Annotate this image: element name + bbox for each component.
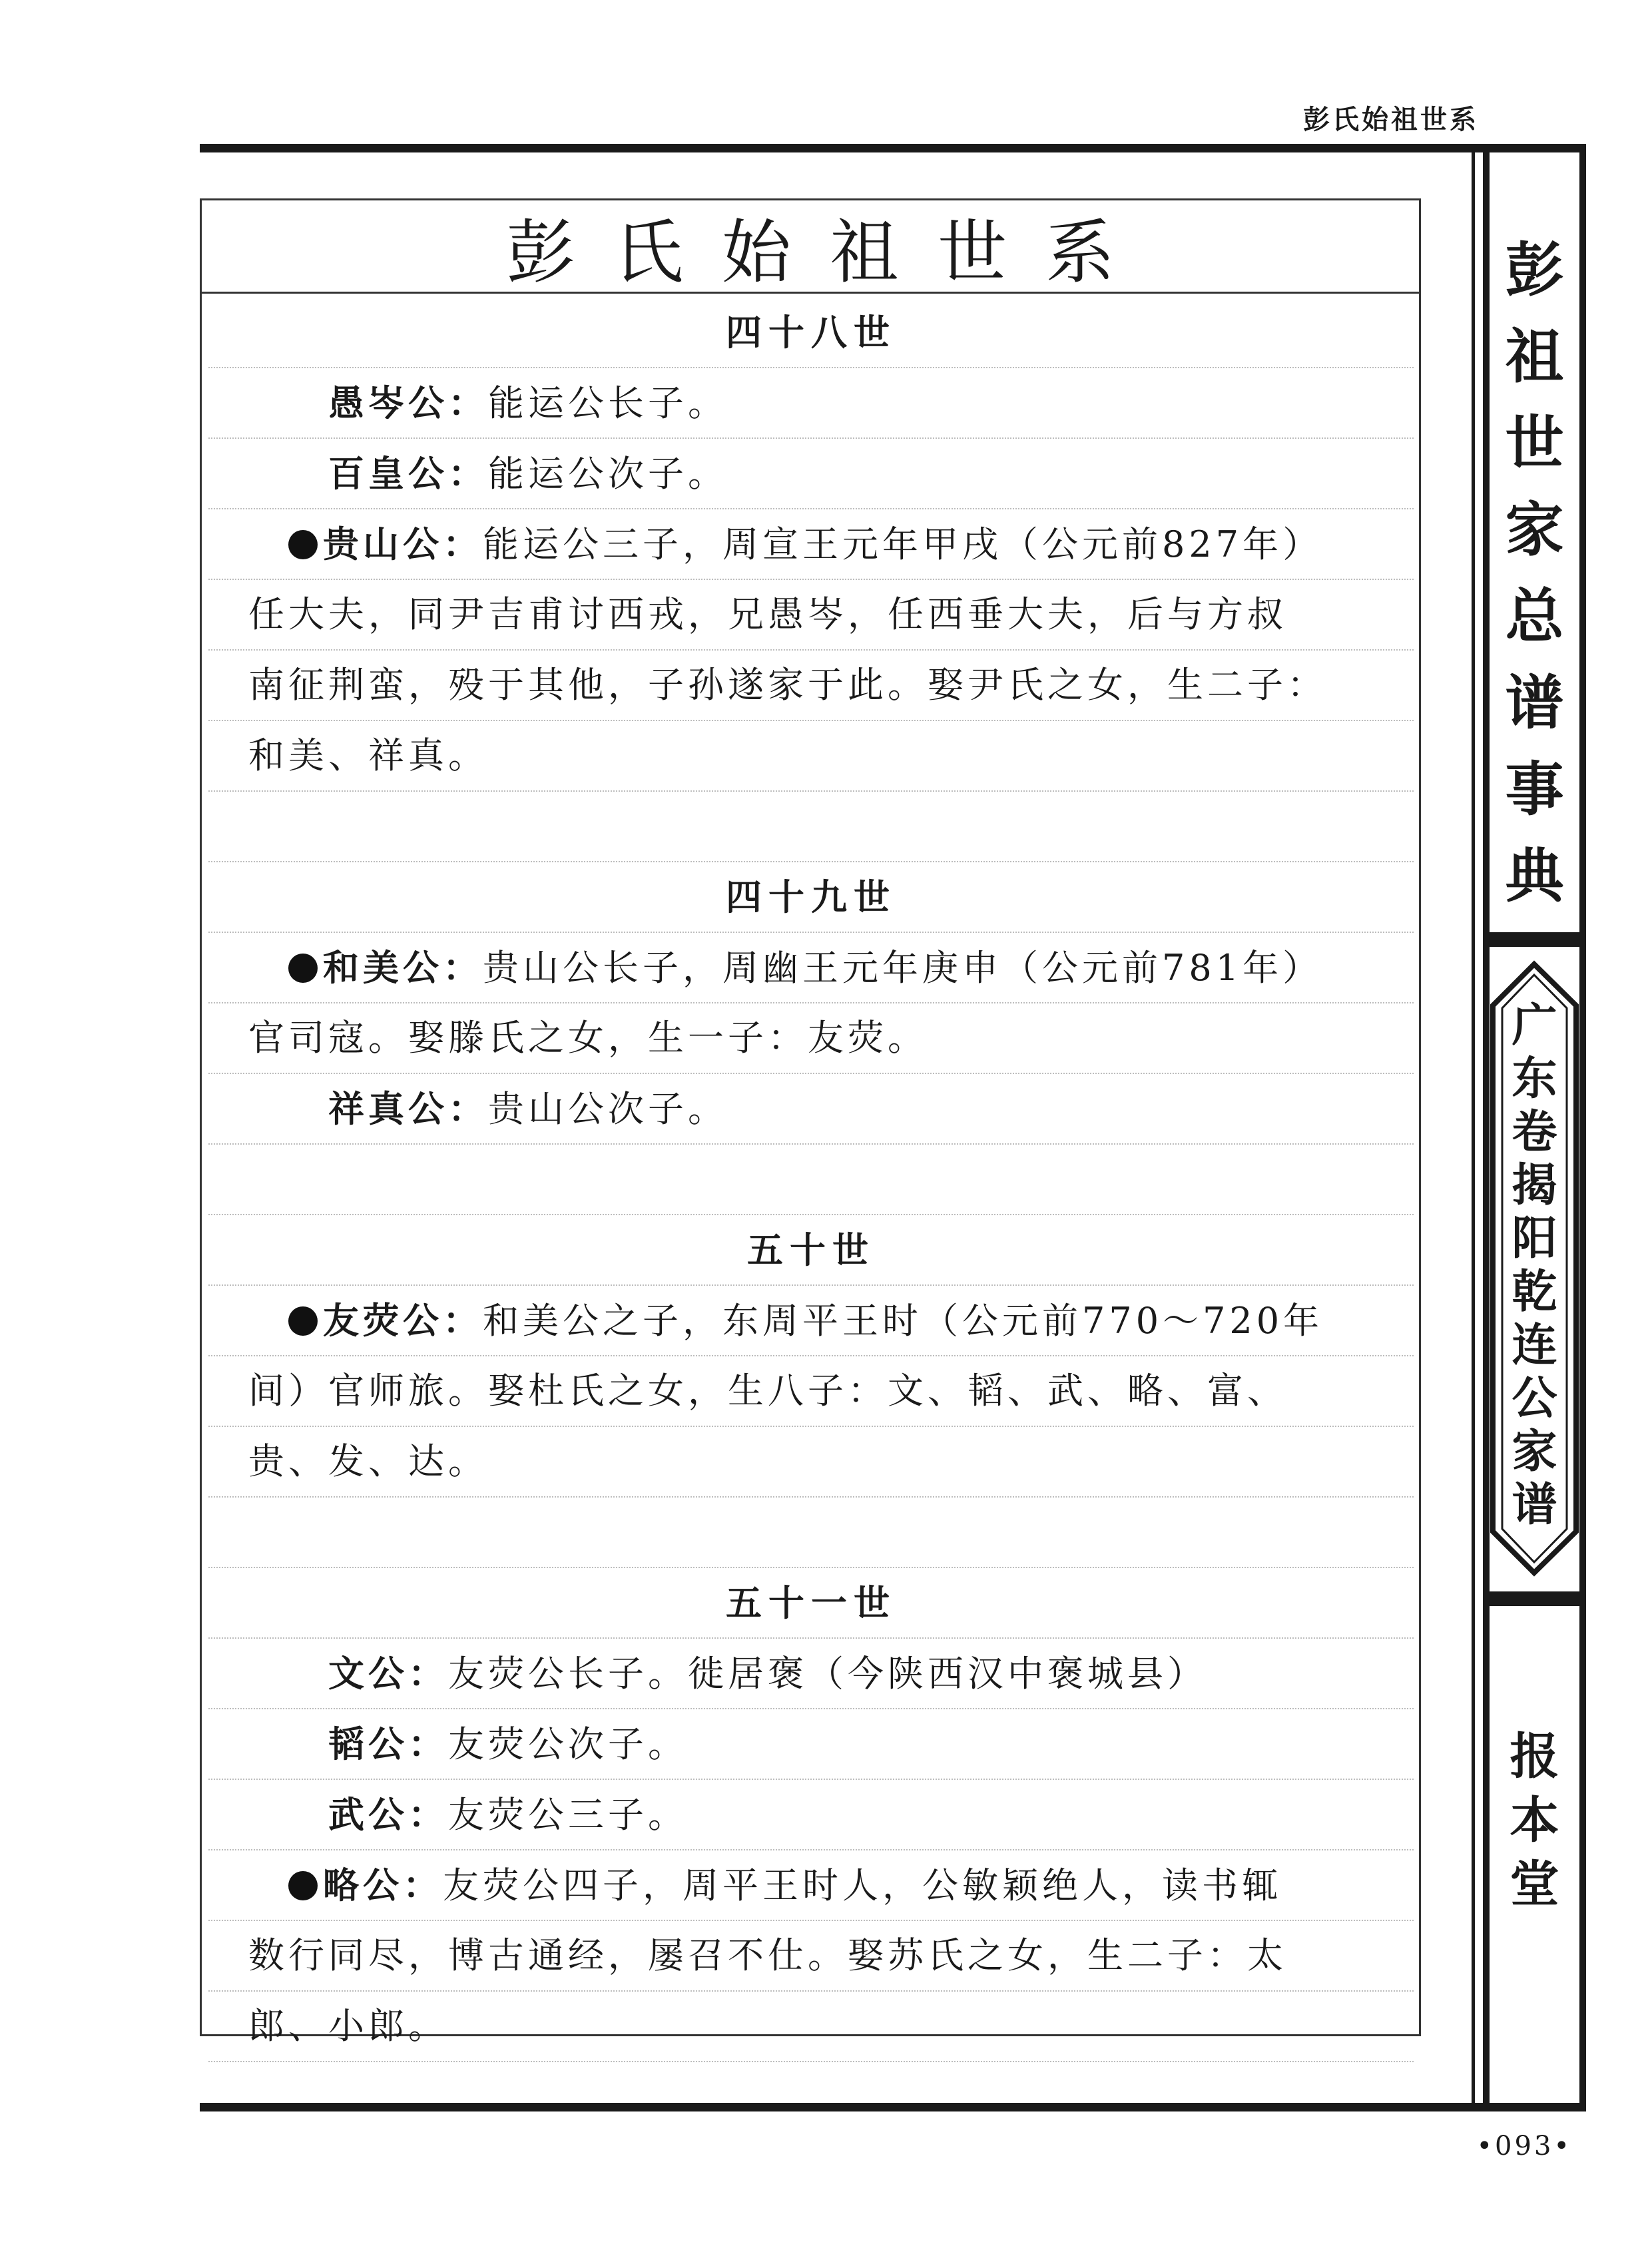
entry-text: 友荧公次子。 xyxy=(448,1723,688,1765)
entry-text: 友荧公长子。徙居褒（今陕西汉中褒城县） xyxy=(448,1653,1207,1695)
genealogy-entry xyxy=(208,1780,1414,1850)
ancestor-name: 愚岑公： xyxy=(328,382,488,424)
entry-continuation: 数行同尽，博古通经，屡召不仕。娶苏氏之女，生二子：太 xyxy=(208,1921,1414,1992)
side-volume-char: 谱 xyxy=(1512,1478,1557,1532)
entry-text: 和美公之子，东周平王时（公元前770～720年 xyxy=(483,1300,1324,1342)
entry-continuation: 官司寇。娶滕氏之女，生一子：友荧。 xyxy=(208,1003,1414,1074)
lineage-bullet-icon xyxy=(288,530,318,559)
generation-heading: 五十一世 xyxy=(208,1568,1414,1639)
side-volume-char: 乾 xyxy=(1512,1265,1557,1318)
ancestor-name: 友荧公： xyxy=(323,1299,483,1342)
genealogy-entry xyxy=(208,1639,1414,1709)
genealogy-entry xyxy=(208,933,1414,1003)
lineage-bullet-icon xyxy=(288,1871,318,1900)
genealogy-entry xyxy=(208,1709,1414,1780)
ancestor-name: 百皇公： xyxy=(328,452,488,495)
side-volume-char: 广 xyxy=(1512,999,1557,1052)
entry-text: 贵山公次子。 xyxy=(488,1088,728,1130)
side-hall-char: 堂 xyxy=(1510,1856,1559,1913)
entry-text: 能运公次子。 xyxy=(488,453,728,495)
side-volume-panel xyxy=(1490,959,1579,1578)
ancestor-name: 祥真公： xyxy=(328,1087,488,1130)
genealogy-entry xyxy=(208,1850,1414,1921)
generation-heading: 四十八世 xyxy=(208,298,1414,368)
ancestor-name: 和美公： xyxy=(323,946,483,989)
genealogy-entry xyxy=(208,439,1414,509)
side-divider xyxy=(1472,144,1475,2111)
entry-text: 能运公三子，周宣王元年甲戌（公元前827年） xyxy=(483,523,1323,565)
entry-continuation: 南征荆蛮，殁于其他，子孙遂家于此。娶尹氏之女，生二子： xyxy=(208,651,1414,721)
side-title-char: 彭 xyxy=(1505,235,1564,304)
genealogy-panel xyxy=(200,198,1421,2047)
side-title-char: 总 xyxy=(1505,581,1564,651)
side-book-title xyxy=(1490,226,1579,919)
ancestor-name: 略公： xyxy=(323,1864,443,1906)
side-title-char: 家 xyxy=(1505,495,1564,564)
side-volume-char: 家 xyxy=(1512,1425,1557,1478)
entry-continuation: 间）官师旅。娶杜氏之女，生八子：文、韬、武、略、富、 xyxy=(208,1356,1414,1427)
ancestor-name: 贵山公： xyxy=(323,523,483,565)
generation-heading: 四十九世 xyxy=(208,862,1414,933)
top-rule xyxy=(200,144,1586,152)
entry-text: 友荧公三子。 xyxy=(448,1794,688,1836)
side-volume-char: 揭 xyxy=(1512,1159,1557,1212)
genealogy-entry xyxy=(208,1074,1414,1145)
ancestor-name: 武公： xyxy=(328,1793,448,1836)
genealogy-entry xyxy=(208,368,1414,439)
entry-continuation: 郎、小郎。 xyxy=(208,1992,1414,2062)
lineage-bullet-icon xyxy=(288,1306,318,1336)
side-separator xyxy=(1490,1591,1579,1606)
side-volume-char: 公 xyxy=(1512,1372,1557,1425)
blank-line xyxy=(208,1145,1414,1215)
blank-line xyxy=(208,1498,1414,1568)
entry-continuation: 和美、祥真。 xyxy=(208,721,1414,792)
side-title-char: 世 xyxy=(1505,408,1564,477)
side-title-char: 谱 xyxy=(1505,668,1564,737)
side-title-char: 事 xyxy=(1505,754,1564,824)
page-title: 彭氏始祖世系 xyxy=(202,200,1419,294)
side-title-char: 典 xyxy=(1505,841,1564,910)
running-head: 彭氏始祖世系 xyxy=(1303,105,1479,135)
entry-text: 友荧公四子，周平王时人，公敏颖绝人，读书辄 xyxy=(443,1864,1282,1906)
entry-continuation: 贵、发、达。 xyxy=(208,1427,1414,1498)
side-volume-title xyxy=(1490,999,1579,1532)
ancestor-name: 文公： xyxy=(328,1652,448,1695)
entry-continuation: 任大夫，同尹吉甫讨西戎，兄愚岑，任西垂大夫，后与方叔 xyxy=(208,580,1414,651)
side-volume-char: 东 xyxy=(1512,1052,1557,1105)
entry-text: 能运公长子。 xyxy=(488,382,728,424)
page-number: •093• xyxy=(1476,2131,1572,2161)
bottom-rule xyxy=(200,2103,1586,2111)
side-volume-char: 连 xyxy=(1512,1318,1557,1372)
blank-line xyxy=(208,792,1414,862)
side-separator xyxy=(1490,932,1579,947)
side-hall-name xyxy=(1490,1725,1579,1916)
side-hall-char: 报 xyxy=(1510,1728,1559,1785)
entry-text: 贵山公长子，周幽王元年庚申（公元前781年） xyxy=(483,947,1323,989)
side-volume-char: 卷 xyxy=(1512,1105,1557,1159)
ancestor-name: 韬公： xyxy=(328,1723,448,1765)
side-title-char: 祖 xyxy=(1505,322,1564,391)
side-volume-char: 阳 xyxy=(1512,1212,1557,1265)
genealogy-entry xyxy=(208,509,1414,580)
genealogy-entry xyxy=(208,1286,1414,1356)
side-hall-char: 本 xyxy=(1510,1792,1559,1849)
lineage-bullet-icon xyxy=(288,954,318,983)
generation-heading: 五十世 xyxy=(208,1215,1414,1286)
